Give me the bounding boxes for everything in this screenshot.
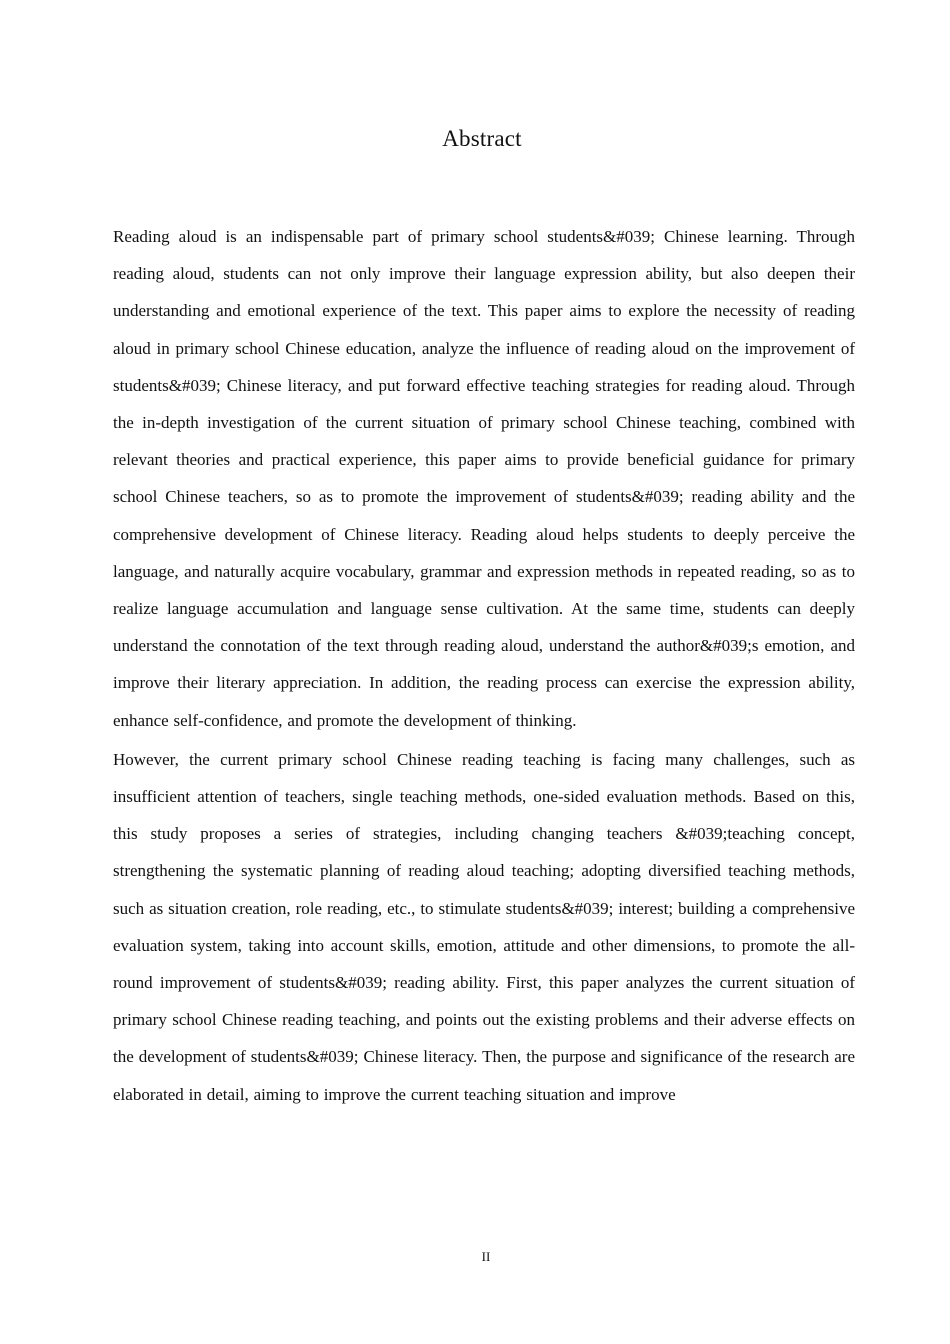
abstract-paragraph-1: Reading aloud is an indispensable part of primary school students&#039; Chinese learning. Through reading aloud, students can not only improve their language expression ability, but also deepen their understanding and emotional experience of the text. This paper aims to explore the necessity of reading aloud in primary school Chinese education, analyze the influence of reading aloud on the improvement of students&#039; Chinese literacy, and put forward effective teaching strategies for reading aloud. Through the in-depth investigation of the current situation of primary school Chinese teaching, combined with relevant theories and practical experience, this paper aims to provide beneficial guidance for primary school Chinese teachers, so as to promote the improvement of students&#039; reading ability and the comprehensive development of Chinese literacy. Reading aloud helps students to deeply perceive the language, and naturally acquire vocabulary, grammar and expression methods in repeated reading, so as to realize language accumulation and language sense cultivation. At the same time, students can deeply understand the connotation of the text through reading aloud, understand the author&#039;s emotion, and improve their literary appreciation. In addition, the reading process can exercise the expression ability, enhance self-confidence, and promote the development of thinking. (113, 227, 855, 730)
abstract-body (113, 218, 855, 1113)
page-title: Abstract (442, 126, 522, 151)
page-number: II (481, 1249, 491, 1264)
abstract-paragraph-2: However, the current primary school Chinese reading teaching is facing many challenges, such as insufficient attention of teachers, single teaching methods, one-sided evaluation methods. Based on this, this study proposes a series of strategies, including changing teachers &#039;teaching concept, strengthening the systematic planning of reading aloud teaching; adopting diversified teaching methods, such as situation creation, role reading, etc., to stimulate students&#039; interest; building a comprehensive evaluation system, taking into account skills, emotion, attitude and other dimensions, to promote the all-round improvement of students&#039; reading ability. First, this paper analyzes the current situation of primary school Chinese reading teaching, and points out the existing problems and their adverse effects on the development of students&#039; Chinese literacy. Then, the purpose and significance of the research are elaborated in detail, aiming to improve the current teaching situation and improve (113, 749, 855, 1104)
